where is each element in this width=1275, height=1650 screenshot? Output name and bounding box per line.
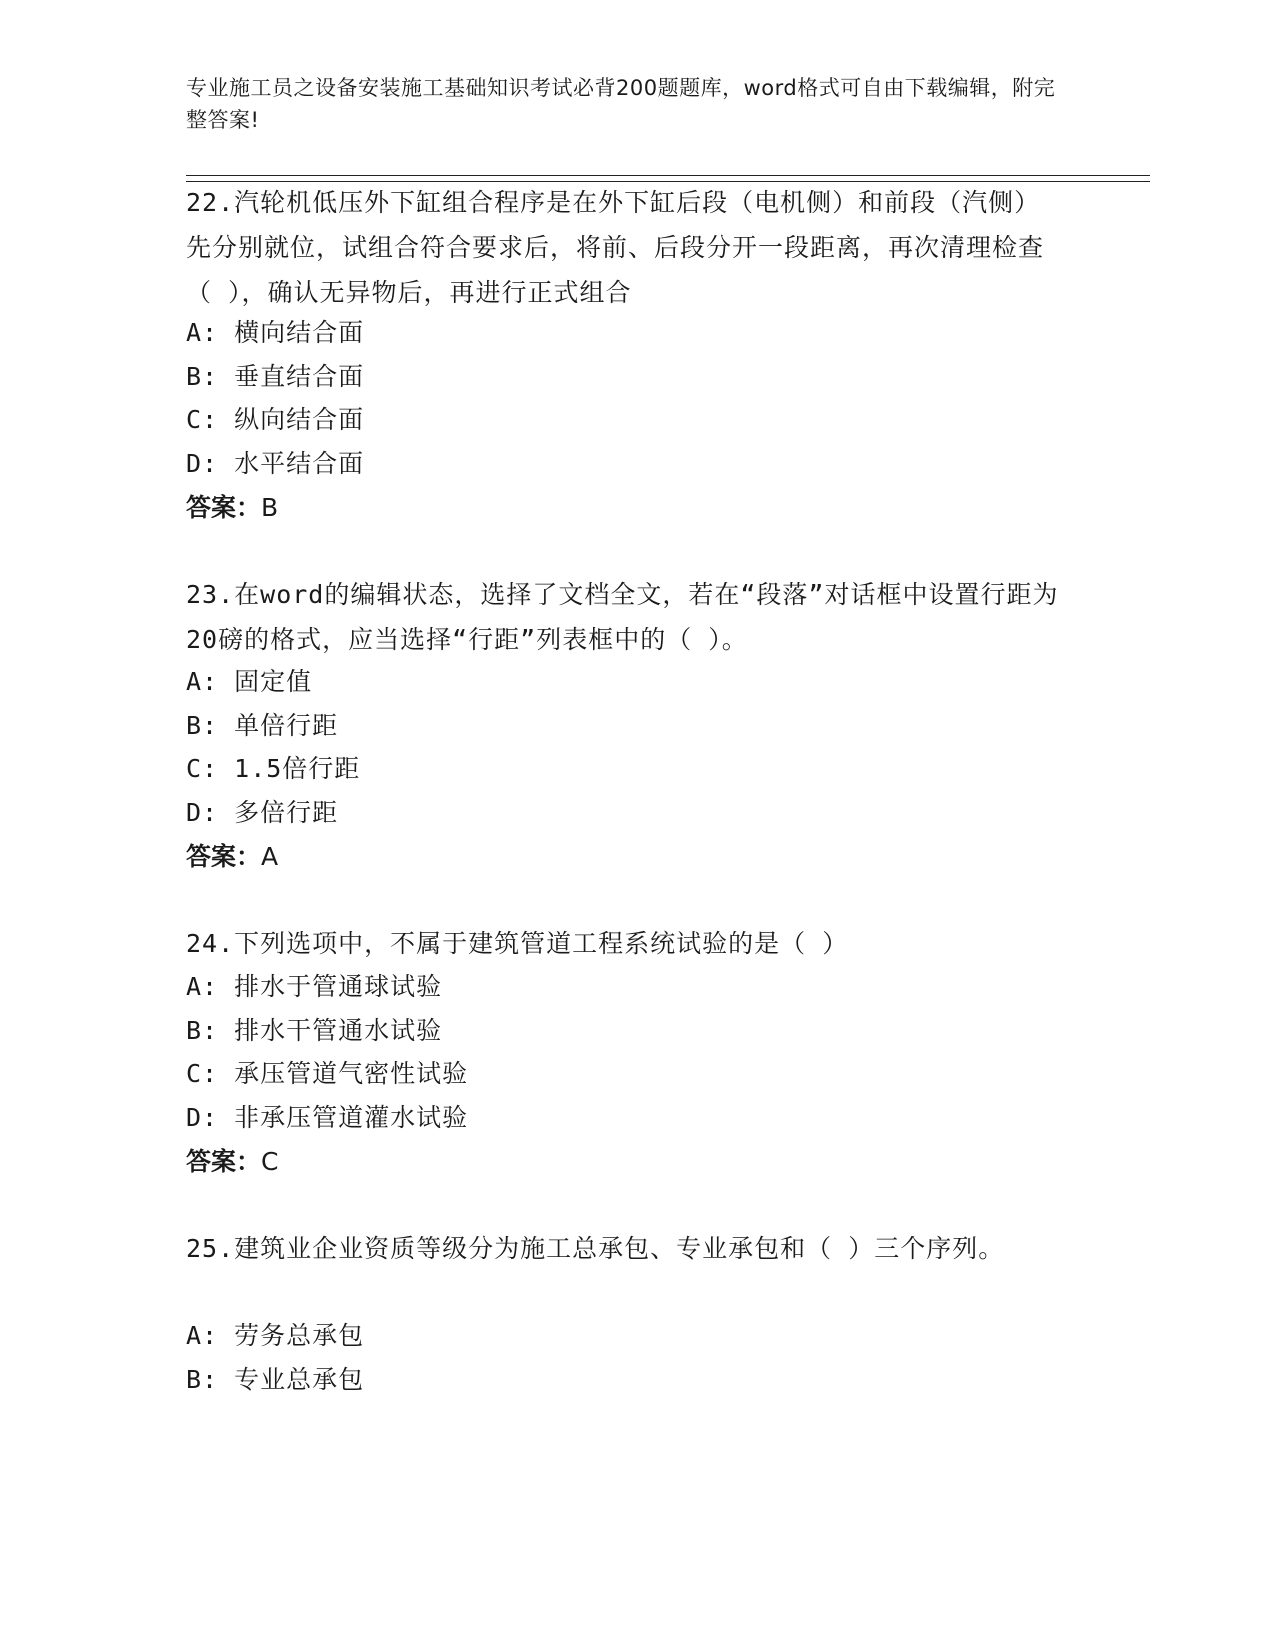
question-25-text: 25.建筑业企业资质等级分为施工总承包、专业承包和（ ）三个序列。 (186, 1234, 1005, 1263)
question-22-text: 22.汽轮机低压外下缸组合程序是在外下缸后段（电机侧）和前段（汽侧）先分别就位，试组合符合要求后，将前、后段分开一段距离，再次清理检查（ ），确认无异物后，再进行正式组合 (186, 188, 1045, 307)
question-22-option-b: B: 垂直结合面 (186, 362, 365, 391)
question-24-text: 24.下列选项中，不属于建筑管道工程系统试验的是（ ） (186, 929, 849, 958)
header-divider-top (186, 175, 1150, 176)
question-23-option-a: A: 固定值 (186, 667, 313, 696)
question-22-answer (186, 485, 278, 530)
question-22-option-a: A: 横向结合面 (186, 318, 365, 347)
answer-value: B (261, 493, 279, 522)
question-23-option-b: B: 单倍行距 (186, 711, 339, 740)
question-25-option-b: B: 专业总承包 (186, 1365, 365, 1394)
question-24-option-a: A: 排水于管通球试验 (186, 972, 443, 1001)
question-22-option-c: C: 纵向结合面 (186, 405, 365, 434)
question-23-answer (186, 834, 278, 879)
question-24-answer (186, 1139, 278, 1184)
answer-value: A (261, 842, 279, 871)
question-23-option-d: D: 多倍行距 (186, 798, 339, 827)
document-header: 专业施工员之设备安装施工基础知识考试必背200题题库，word格式可自由下载编辑，附完整答案! (186, 76, 1056, 132)
question-23-text: 23.在word的编辑状态，选择了文档全文，若在“段落”对话框中设置行距为20磅的格式，应当选择“行距”列表框中的（ ）。 (186, 580, 1059, 654)
question-22-option-d: D: 水平结合面 (186, 449, 365, 478)
question-24-option-b: B: 排水干管通水试验 (186, 1016, 443, 1045)
question-25-option-a: A: 劳务总承包 (186, 1321, 365, 1350)
question-24-option-d: D: 非承压管道灌水试验 (186, 1103, 469, 1132)
answer-label: 答案： (186, 1147, 262, 1176)
answer-label: 答案： (186, 493, 262, 522)
answer-label: 答案： (186, 842, 262, 871)
question-24-option-c: C: 承压管道气密性试验 (186, 1059, 469, 1088)
question-23-option-c: C: 1.5倍行距 (186, 754, 361, 783)
answer-value: C (261, 1147, 279, 1176)
